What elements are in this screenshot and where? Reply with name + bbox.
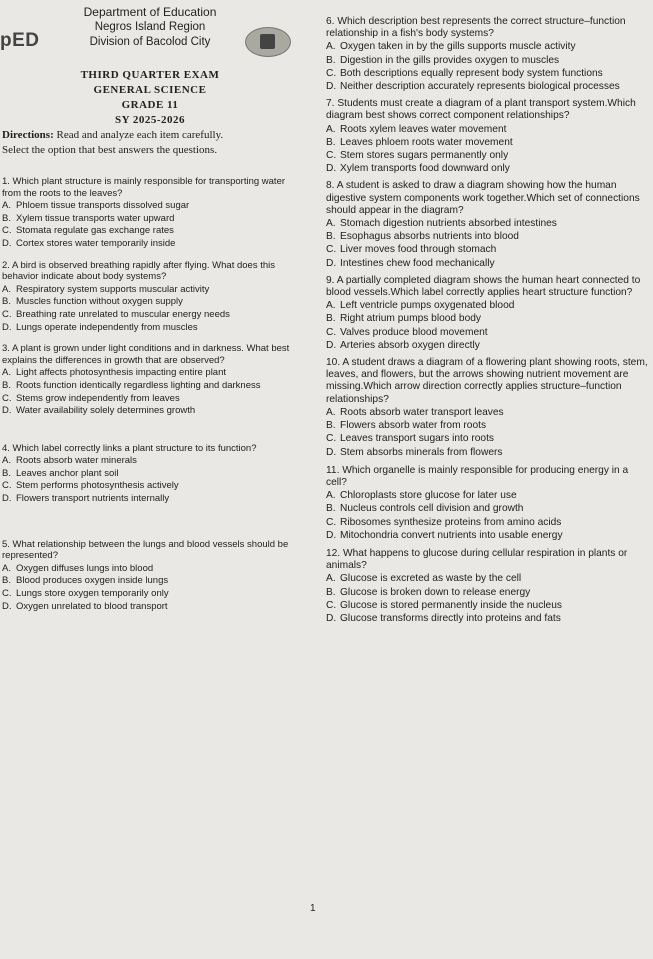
option-letter: B. bbox=[2, 575, 11, 587]
answer-option bbox=[2, 213, 302, 225]
answer-option bbox=[326, 517, 648, 529]
option-letter: B. bbox=[326, 313, 336, 325]
answer-option bbox=[326, 68, 648, 80]
answer-option bbox=[2, 468, 302, 480]
option-text: Chloroplasts store glucose for later use bbox=[340, 490, 517, 502]
option-text: Muscles function without oxygen supply bbox=[16, 296, 183, 308]
question-stem: 7. Students must create a diagram of a plant transport system.Which diagram best shows correct component relationships? bbox=[326, 98, 636, 122]
option-letter: D. bbox=[2, 321, 12, 333]
answer-option bbox=[326, 587, 648, 599]
option-text: Left ventricle pumps oxygenated blood bbox=[340, 300, 515, 312]
answer-option bbox=[2, 601, 302, 613]
region-name: Negros Island Region bbox=[94, 21, 206, 33]
option-text: Stems grow independently from leaves bbox=[16, 392, 180, 404]
right-column bbox=[326, 16, 648, 626]
school-year: SY 2025-2026 bbox=[114, 114, 186, 126]
option-text: Stomata regulate gas exchange rates bbox=[16, 225, 174, 237]
department-name: Department of Education bbox=[83, 5, 217, 19]
answer-option bbox=[326, 530, 648, 542]
option-text: Both descriptions equally represent body system functions bbox=[340, 67, 603, 79]
option-text: Neither description accurately represents biological processes bbox=[340, 81, 620, 93]
option-letter: A. bbox=[2, 200, 11, 212]
option-letter: B. bbox=[2, 212, 11, 224]
answer-option bbox=[2, 225, 302, 237]
option-letter: C. bbox=[326, 433, 337, 445]
question-item bbox=[326, 548, 648, 625]
answer-option bbox=[326, 150, 648, 162]
option-text: Nucleus controls cell division and growth bbox=[340, 503, 524, 515]
answer-option bbox=[326, 573, 648, 585]
option-letter: D. bbox=[326, 529, 337, 541]
option-text: Roots function identically regardless lighting and darkness bbox=[16, 379, 261, 391]
division-name: Division of Bacolod City bbox=[89, 36, 211, 48]
option-letter: A. bbox=[326, 300, 336, 312]
directions bbox=[2, 128, 302, 158]
answer-option bbox=[2, 493, 302, 505]
answer-option bbox=[326, 503, 648, 515]
option-text: Breathing rate unrelated to muscular energy needs bbox=[16, 308, 230, 320]
question-item bbox=[2, 443, 302, 505]
option-text: Stem performs photosynthesis actively bbox=[16, 480, 179, 492]
option-letter: A. bbox=[326, 490, 336, 502]
option-letter: D. bbox=[326, 339, 337, 351]
deped-logo: pED bbox=[0, 30, 40, 51]
answer-option bbox=[2, 480, 302, 492]
option-text: Oxygen taken in by the gills supports muscle activity bbox=[340, 41, 576, 53]
option-letter: C. bbox=[326, 516, 337, 528]
option-text: Water availability solely determines growth bbox=[16, 405, 196, 417]
option-letter: D. bbox=[2, 493, 12, 505]
option-letter: D. bbox=[326, 446, 337, 458]
answer-option bbox=[2, 405, 302, 417]
question-item bbox=[2, 176, 302, 250]
answer-option bbox=[326, 218, 648, 230]
exam-grade: GRADE 11 bbox=[121, 99, 179, 111]
option-letter: A. bbox=[326, 41, 336, 53]
option-letter: B. bbox=[326, 586, 336, 598]
left-column bbox=[2, 176, 302, 613]
option-text: Blood produces oxygen inside lungs bbox=[16, 575, 169, 587]
option-text: Lungs operate independently from muscles bbox=[16, 321, 198, 333]
answer-option bbox=[2, 367, 302, 379]
option-letter: C. bbox=[326, 599, 337, 611]
option-text: Esophagus absorbs nutrients into blood bbox=[340, 231, 519, 243]
option-text: Glucose is stored permanently inside the nucleus bbox=[340, 599, 562, 611]
question-stem: 4. Which label correctly links a plant structure to its function? bbox=[2, 442, 257, 454]
option-letter: C. bbox=[2, 392, 12, 404]
question-stem: 5. What relationship between the lungs and blood vessels should be represented? bbox=[2, 538, 289, 562]
option-letter: D. bbox=[2, 600, 12, 612]
option-letter: D. bbox=[2, 405, 12, 417]
option-letter: C. bbox=[326, 244, 337, 256]
question-item bbox=[2, 343, 302, 417]
option-text: Liver moves food through stomach bbox=[340, 244, 497, 256]
option-letter: A. bbox=[2, 455, 11, 467]
option-letter: B. bbox=[2, 379, 11, 391]
option-text: Roots absorb water minerals bbox=[16, 455, 137, 467]
question-item bbox=[326, 180, 648, 269]
directions-label: Directions: bbox=[2, 129, 54, 141]
option-letter: A. bbox=[326, 406, 336, 418]
option-text: Arteries absorb oxygen directly bbox=[340, 339, 480, 351]
question-item bbox=[2, 260, 302, 334]
option-text: Roots xylem leaves water movement bbox=[340, 123, 507, 135]
option-text: Roots absorb water transport leaves bbox=[340, 406, 504, 418]
option-text: Flowers absorb water from roots bbox=[340, 420, 487, 432]
option-letter: B. bbox=[326, 503, 336, 515]
answer-option bbox=[326, 327, 648, 339]
option-letter: B. bbox=[326, 231, 336, 243]
option-letter: A. bbox=[2, 283, 11, 295]
question-stem: 2. A bird is observed breathing rapidly after flying. What does this behavior indicate about body systems? bbox=[2, 259, 276, 283]
answer-option bbox=[326, 340, 648, 352]
option-text: Stem stores sugars permanently only bbox=[340, 150, 509, 162]
option-letter: C. bbox=[326, 326, 337, 338]
option-letter: A. bbox=[326, 573, 336, 585]
option-letter: B. bbox=[326, 420, 336, 432]
answer-option bbox=[326, 600, 648, 612]
answer-option bbox=[326, 244, 648, 256]
question-item bbox=[326, 357, 648, 459]
answer-option bbox=[326, 163, 648, 175]
answer-option bbox=[2, 238, 302, 250]
option-letter: B. bbox=[2, 467, 11, 479]
option-text: Respiratory system supports muscular activity bbox=[16, 283, 210, 295]
question-stem: 10. A student draws a diagram of a flowering plant showing roots, stem, leaves, and flowers, but the arrows showing nutrient movement are missing.Which arrow direction correctly applies structure–function relationships? bbox=[326, 357, 648, 405]
option-letter: D. bbox=[326, 257, 337, 269]
exam-subject: GENERAL SCIENCE bbox=[93, 84, 207, 96]
page-number: 1 bbox=[310, 903, 316, 914]
question-item bbox=[326, 275, 648, 352]
answer-option bbox=[2, 284, 302, 296]
option-letter: C. bbox=[2, 588, 12, 600]
answer-option bbox=[2, 380, 302, 392]
option-text: Leaves anchor plant soil bbox=[16, 467, 119, 479]
option-text: Phloem tissue transports dissolved sugar bbox=[16, 200, 190, 212]
option-letter: B. bbox=[326, 54, 336, 66]
option-text: Valves produce blood movement bbox=[340, 326, 488, 338]
answer-option bbox=[326, 490, 648, 502]
question-stem: 12. What happens to glucose during cellular respiration in plants or animals? bbox=[326, 547, 628, 572]
option-letter: C. bbox=[2, 308, 12, 320]
option-letter: C. bbox=[2, 480, 12, 492]
option-letter: D. bbox=[326, 81, 337, 93]
answer-option bbox=[326, 613, 648, 625]
question-stem: 6. Which description best represents the correct structure–function relationship in a fish's body systems? bbox=[326, 16, 626, 40]
option-letter: A. bbox=[2, 562, 11, 574]
answer-option bbox=[326, 137, 648, 149]
question-item bbox=[326, 16, 648, 93]
option-text: Oxygen unrelated to blood transport bbox=[16, 600, 168, 612]
answer-option bbox=[326, 124, 648, 136]
answer-option bbox=[326, 447, 648, 459]
division-seal-icon bbox=[245, 27, 291, 57]
answer-option bbox=[326, 231, 648, 243]
answer-option bbox=[326, 55, 648, 67]
option-text: Stomach digestion nutrients absorbed intestines bbox=[340, 218, 557, 230]
option-text: Lungs store oxygen temporarily only bbox=[16, 588, 169, 600]
answer-option bbox=[2, 455, 302, 467]
question-stem: 11. Which organelle is mainly responsible for producing energy in a cell? bbox=[326, 464, 629, 488]
option-letter: D. bbox=[326, 163, 337, 175]
exam-title-block bbox=[0, 68, 300, 128]
question-item bbox=[326, 98, 648, 175]
option-text: Mitochondria convert nutrients into usable energy bbox=[340, 529, 563, 541]
option-text: Glucose is broken down to release energy bbox=[340, 586, 531, 598]
answer-option bbox=[2, 309, 302, 321]
exam-title: THIRD QUARTER EXAM bbox=[80, 69, 220, 81]
option-text: Right atrium pumps blood body bbox=[340, 313, 482, 325]
option-text: Stem absorbs minerals from flowers bbox=[340, 446, 503, 458]
directions-line2: Select the option that best answers the questions. bbox=[2, 144, 218, 156]
option-letter: B. bbox=[2, 296, 11, 308]
option-letter: D. bbox=[2, 237, 12, 249]
option-letter: C. bbox=[2, 225, 12, 237]
answer-option bbox=[2, 296, 302, 308]
option-text: Leaves phloem roots water movement bbox=[340, 136, 513, 148]
answer-option bbox=[326, 81, 648, 93]
option-text: Intestines chew food mechanically bbox=[340, 257, 495, 269]
option-text: Leaves transport sugars into roots bbox=[340, 433, 495, 445]
answer-option bbox=[2, 563, 302, 575]
option-text: Flowers transport nutrients internally bbox=[16, 493, 170, 505]
question-item bbox=[326, 465, 648, 542]
answer-option bbox=[326, 41, 648, 53]
answer-option bbox=[2, 322, 302, 334]
option-letter: A. bbox=[326, 218, 336, 230]
option-letter: D. bbox=[326, 612, 337, 624]
option-text: Light affects photosynthesis impacting entire plant bbox=[16, 367, 227, 379]
answer-option bbox=[326, 258, 648, 270]
option-text: Digestion in the gills provides oxygen to muscles bbox=[340, 54, 560, 66]
option-text: Glucose is excreted as waste by the cell bbox=[340, 573, 522, 585]
answer-option bbox=[326, 313, 648, 325]
answer-option bbox=[2, 200, 302, 212]
answer-option bbox=[326, 433, 648, 445]
option-letter: A. bbox=[2, 367, 11, 379]
answer-option bbox=[326, 300, 648, 312]
option-letter: C. bbox=[326, 150, 337, 162]
option-text: Oxygen diffuses lungs into blood bbox=[16, 562, 154, 574]
option-letter: A. bbox=[326, 123, 336, 135]
option-text: Cortex stores water temporarily inside bbox=[16, 237, 176, 249]
directions-text: Read and analyze each item carefully. bbox=[53, 129, 224, 141]
question-item bbox=[2, 539, 302, 613]
option-text: Glucose transforms directly into proteins and fats bbox=[340, 612, 561, 624]
option-text: Xylem tissue transports water upward bbox=[16, 212, 175, 224]
option-text: Ribosomes synthesize proteins from amino acids bbox=[340, 516, 562, 528]
question-stem: 8. A student is asked to draw a diagram showing how the human digestive system components work together.Which set of connections should appear in the diagram? bbox=[326, 180, 640, 216]
question-stem: 9. A partially completed diagram shows the human heart connected to blood vessels.Which label correctly applies heart structure function? bbox=[326, 274, 641, 299]
option-letter: C. bbox=[326, 67, 337, 79]
answer-option bbox=[2, 588, 302, 600]
answer-option bbox=[326, 407, 648, 419]
option-text: Xylem transports food downward only bbox=[340, 163, 510, 175]
question-stem: 1. Which plant structure is mainly responsible for transporting water from the roots to the leaves? bbox=[2, 176, 286, 199]
answer-option bbox=[2, 393, 302, 405]
answer-option bbox=[326, 420, 648, 432]
option-letter: B. bbox=[326, 136, 336, 148]
answer-option bbox=[2, 575, 302, 587]
question-stem: 3. A plant is grown under light conditions and in darkness. What best explains the differences in growth that are observed? bbox=[2, 343, 290, 366]
